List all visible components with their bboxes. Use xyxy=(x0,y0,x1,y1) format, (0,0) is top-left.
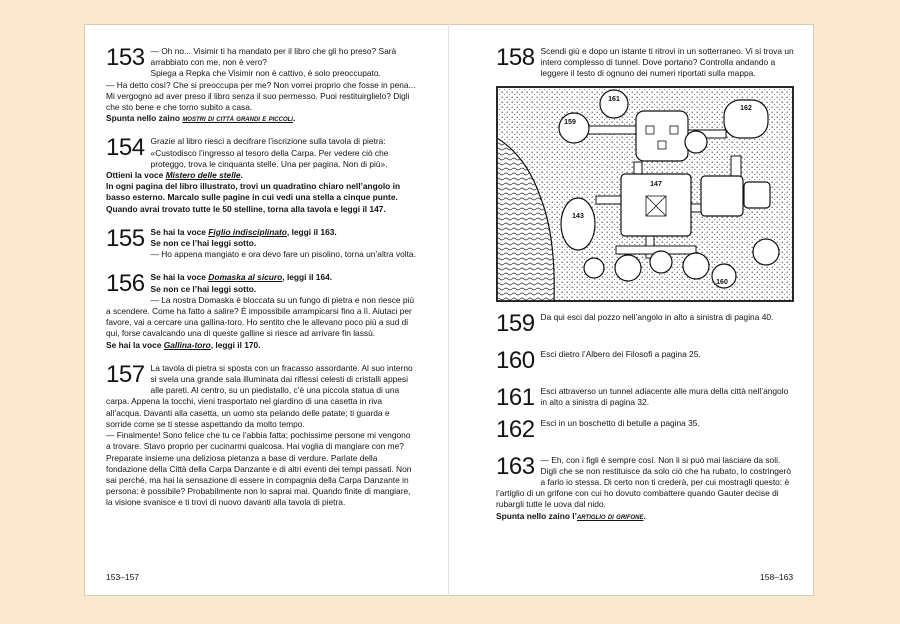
paragraph: Da qui esci dal pozzo nell’angolo in alto a sinistra di pagina 40. xyxy=(540,311,774,322)
instruction: Se hai la voce Domaska al sicuro, leggi il 164. xyxy=(150,272,333,283)
paragraph: — Eh, con i figli è sempre così. Non li si può mai lasciare da soli. Digli che se non restituisce da solo ciò che ha rubato, lo costringerò a farlo io stessa. Di certo non ti crederà, per cui mostragli questo: è l’artiglio di un grifone con cui ho dovuto combattere quando Gauter decise di rubargli tutte le uova dal nido. xyxy=(496,454,792,510)
entry-number: 160 xyxy=(496,346,535,374)
page-range-left: 153–157 xyxy=(106,572,140,582)
entry-157 xyxy=(106,360,416,509)
paragraph: Preparate insieme una deliziosa pietanza a base di verdure. Parlate della fondazione della Città della Carpa Danzante e di altri eventi dei tempi passati. Non sai perché, ma hai la sensazione di essere in compagnia della Carpa Danzante in persona: è possibile? Probabilmente non lo saprai mai. Quando finite di mangiare, la visione svanisce e ti trovi di nuovo davanti alla tavola di pietra. xyxy=(106,452,412,508)
instruction: Spunta nello zaino mostri di città grandi e piccoli. xyxy=(106,113,296,124)
map-label: 159 xyxy=(564,118,576,126)
entry-number: 153 xyxy=(106,44,145,71)
instruction: Se non ce l’hai leggi sotto. xyxy=(150,283,257,294)
entry-163 xyxy=(496,452,796,522)
instruction: Ottieni la voce Mistero delle stelle. xyxy=(106,170,243,181)
entry-number: 157 xyxy=(106,360,145,388)
entry-154 xyxy=(106,136,416,214)
entry-number: 162 xyxy=(496,415,535,443)
entry-number: 161 xyxy=(496,383,535,411)
right-page xyxy=(496,46,796,534)
instruction: Se non ce l’hai leggi sotto. xyxy=(150,238,257,249)
entry-number: 158 xyxy=(496,44,535,71)
paragraph: Spiega a Repka che Visimir non è cattivo, è solo preoccupato. xyxy=(150,68,381,79)
item-name: artiglio di grifone xyxy=(576,510,644,521)
room-143 xyxy=(561,198,595,250)
entry-158 xyxy=(496,46,796,80)
entry-162 xyxy=(496,415,796,443)
map-label: 162 xyxy=(740,104,752,112)
page-range-right: 158–163 xyxy=(760,572,794,582)
map-label: 161 xyxy=(608,95,620,103)
instruction: Spunta nello zaino l’artiglio di grifone. xyxy=(496,510,646,521)
entry-number: 154 xyxy=(106,134,145,162)
entry-number: 155 xyxy=(106,224,145,252)
keyword: Domaska al sicuro xyxy=(208,272,283,283)
instruction: In ogni pagina del libro illustrato, trovi un quadratino chiaro nell’angolo in basso esterno. Marcalo sulle pagine in cui vedi una stella a cinque punte. Quando avrai trovato tutte le 50 stelline, torna alla tavola e leggi il 147. xyxy=(106,181,401,214)
paragraph: — Ha detto così? Che si preoccupa per me? Non vorrei proprio che fosse in pena... Mi vergogno ad aver preso il libro senza il suo permesso. Puoi restituirglielo? Digli che sto bene e che torno subito a casa. xyxy=(106,79,416,113)
dungeon-map xyxy=(496,86,794,302)
entry-159 xyxy=(496,309,796,337)
paragraph: — Oh no... Visimir ti ha mandato per il libro che gli ho preso? Sarà arrabbiato con me, non è vero? xyxy=(150,46,397,68)
room-161 xyxy=(600,90,628,118)
map-label: 147 xyxy=(650,180,662,188)
entry-155 xyxy=(106,224,416,261)
paragraph: — Finalmente! Sono felice che tu ce l’abbia fatta; pochissime persone mi vengono a trovare. Stavo proprio per cucinarmi qualcosa. Hai voglia di mangiare con me? xyxy=(106,430,411,452)
map-label: 143 xyxy=(572,212,584,220)
item-name: mostri di città grandi e piccoli xyxy=(182,113,293,124)
entry-number: 159 xyxy=(496,309,535,337)
room-159 xyxy=(559,113,589,143)
entry-161 xyxy=(496,383,796,411)
instruction: Se hai la voce Gallina-toro, leggi il 170. xyxy=(106,339,261,350)
paragraph: Esci in un boschetto di betulle a pagina 35. xyxy=(540,417,700,428)
paragraph: — La nostra Domaska è bloccata su un fungo di pietra e non riesce più a scendere. Come ha fatto a salire? È impossibile arrampicarsi fino a lì. Aiutaci per favore, vai a cercare una gallina-toro. Ho sentito che le allevano poco più a sud di qui, forse cavalcando una di queste galline si riesce ad arrivare fin lassù. xyxy=(106,294,415,339)
paragraph: Esci dietro l’Albero dei Filosofi a pagina 25. xyxy=(540,348,701,359)
entry-156 xyxy=(106,272,416,350)
entry-number: 163 xyxy=(496,452,535,480)
keyword: Gallina-toro xyxy=(163,339,211,350)
gutter xyxy=(448,24,449,596)
keyword: Figlio indisciplinato xyxy=(208,226,287,237)
paragraph: — Ho appena mangiato e ora devo fare un pisolino, torna un’altra volta. xyxy=(150,249,416,260)
map-label: 160 xyxy=(716,278,728,286)
room-center-top xyxy=(636,111,688,161)
paragraph: La tavola di pietra si sposta con un fracasso assordante. Al suo interno si svela una grande sala illuminata dai riflessi celesti di cristalli appesi alle pareti. Al centro, su un piedistallo, c’è una piccola statua di una carpa. Appena la tocchi, vieni trasportato nel giardino di una casetta in riva all’acqua. Davanti alla casetta, un uomo sta pelando delle patate; ti guarda e sorride come se ti stesse aspettando da molto tempo. xyxy=(106,362,413,429)
paragraph: Esci attraverso un tunnel adiacente alle mura della città nell’angolo in alto a sinistra di pagina 32. xyxy=(540,385,789,407)
left-page xyxy=(106,46,416,521)
paragraph: Scendi giù e dopo un istante ti ritrovi in un sotterraneo. Vi si trova un intero complesso di tunnel. Dove portano? Controlla andando a leggere il testo di ognuno dei numeri riportati sulla mappa. xyxy=(540,46,794,79)
entry-number: 156 xyxy=(106,270,145,298)
entry-160 xyxy=(496,346,796,374)
paragraph: Grazie al libro riesci a decifrare l’iscrizione sulla tavola di pietra: «Custodisco l’ingresso al tesoro della Carpa. Per vedere ciò che proteggo, trova le cinquanta stelle. Una per pagina. Non di più». xyxy=(150,136,389,169)
instruction: Se hai la voce Figlio indisciplinato, leggi il 163. xyxy=(150,226,337,237)
entry-153 xyxy=(106,46,416,124)
keyword: Mistero delle stelle xyxy=(165,170,241,181)
